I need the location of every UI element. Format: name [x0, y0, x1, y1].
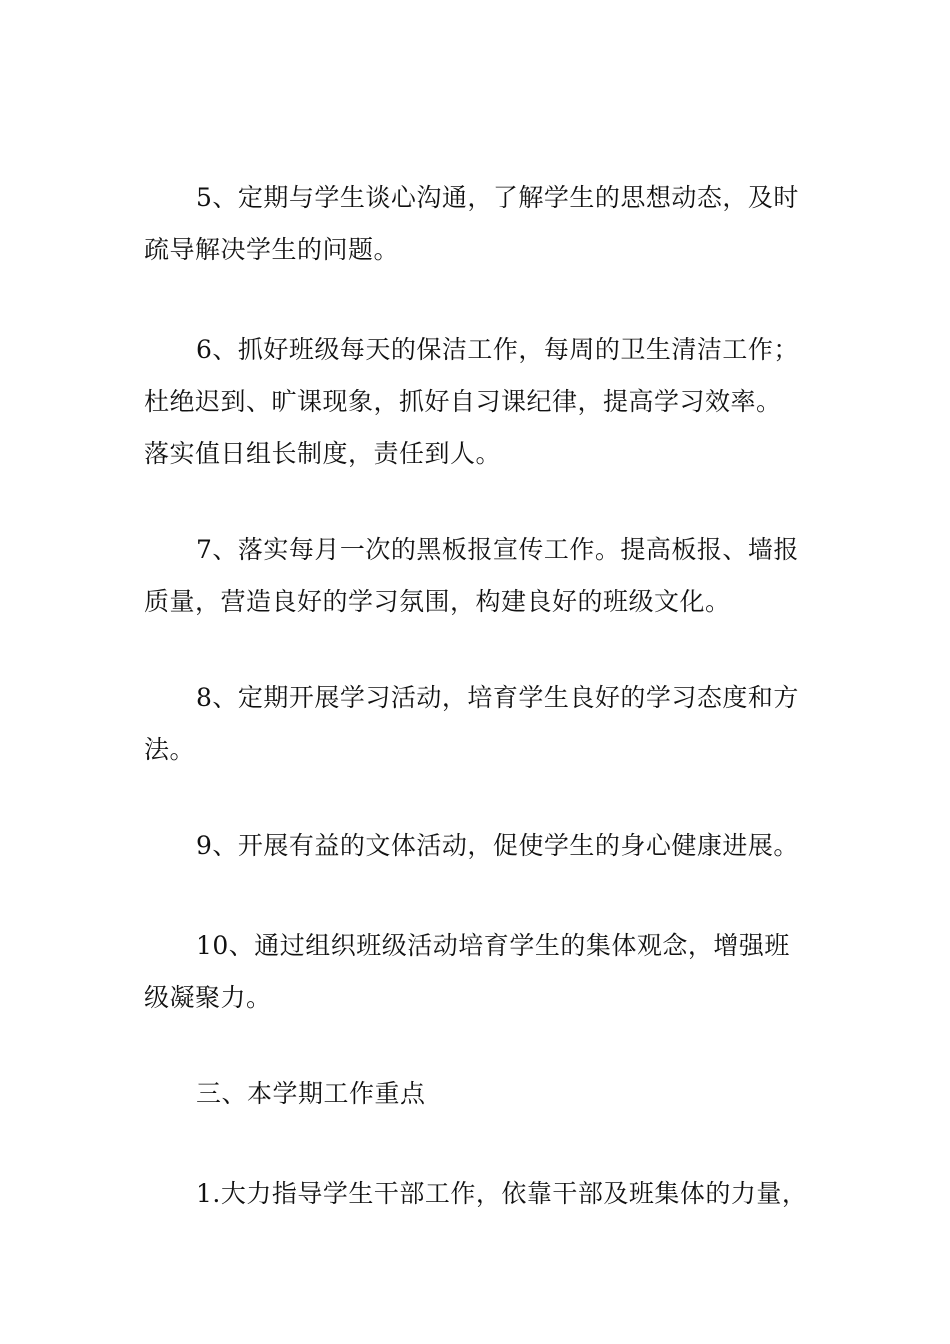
paragraph-item-6 [144, 324, 824, 480]
paragraph-item-9 [144, 820, 824, 872]
paragraph-item-5 [144, 172, 824, 276]
paragraph-item-1 [144, 1168, 824, 1220]
paragraph-line: 5、定期与学生谈心沟通，了解学生的思想动态，及时 [196, 183, 799, 212]
paragraph-item-7 [144, 524, 824, 628]
section-heading [144, 1068, 824, 1120]
paragraph-line: 9、开展有益的文体活动，促使学生的身心健康进展。 [196, 831, 799, 860]
paragraph-line: 7、落实每月一次的黑板报宣传工作。提高板报、墙报 [196, 535, 799, 564]
section-heading-text: 三、本学期工作重点 [196, 1079, 426, 1108]
paragraph-line: 1.大力指导学生干部工作，依靠干部及班集体的力量， [196, 1179, 808, 1208]
paragraph-line: 8、定期开展学习活动，培育学生良好的学习态度和方 [196, 683, 799, 712]
paragraph-line: 杜绝迟到、旷课现象，抓好自习课纪律，提高学习效率。 [144, 387, 782, 416]
paragraph-line: 6、抓好班级每天的保洁工作，每周的卫生清洁工作； [196, 335, 799, 364]
paragraph-line: 法。 [144, 735, 196, 764]
paragraph-item-10 [144, 920, 824, 1024]
paragraph-line: 级凝聚力。 [144, 983, 272, 1012]
paragraph-line: 落实值日组长制度，责任到人。 [144, 439, 502, 468]
paragraph-line: 质量，营造良好的学习氛围，构建良好的班级文化。 [144, 587, 731, 616]
paragraph-line: 10、通过组织班级活动培育学生的集体观念，增强班 [196, 931, 790, 960]
paragraph-line: 疏导解决学生的问题。 [144, 235, 400, 264]
paragraph-item-8 [144, 672, 824, 776]
